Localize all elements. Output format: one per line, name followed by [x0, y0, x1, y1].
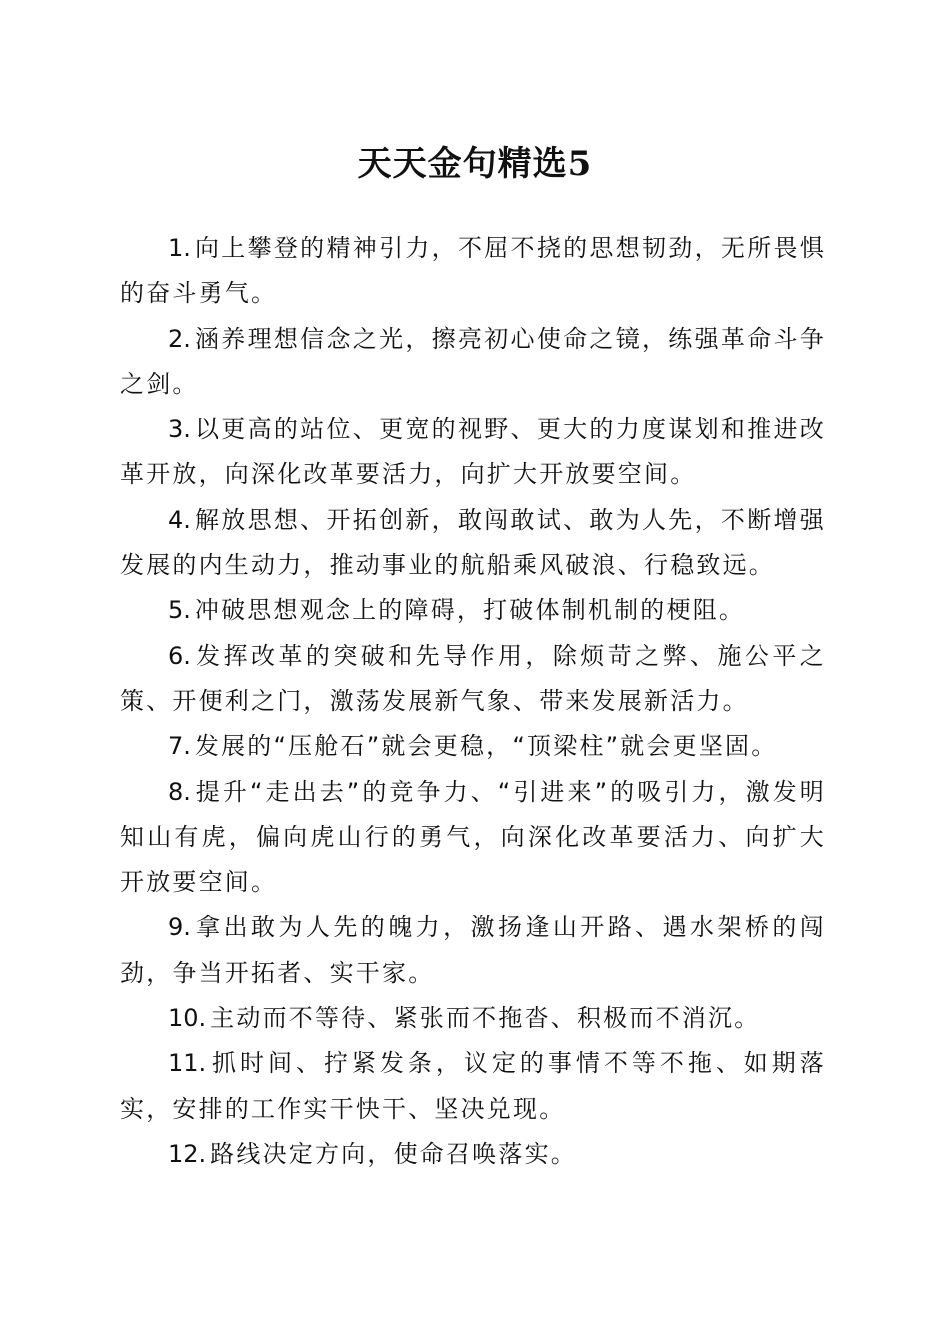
quote-text: 发挥改革的突破和先导作用，除烦苛之弊、施公平之策、开便利之门，激荡发展新气象、带来发展新活力。	[120, 641, 826, 715]
quote-item	[120, 770, 826, 906]
quote-number: 11.	[168, 1049, 207, 1078]
quote-item	[120, 905, 826, 996]
quote-text: 提升“走出去”的竞争力、“引进来”的吸引力，激发明知山有虎，偏向虎山行的勇气，向深化改革要活力、向扩大开放要空间。	[120, 777, 826, 897]
quote-item	[120, 226, 826, 317]
quote-number: 8.	[168, 777, 191, 806]
quote-text: 拿出敢为人先的魄力，激扬逢山开路、遇水架桥的闯劲，争当开拓者、实干家。	[120, 913, 826, 987]
quote-list	[120, 226, 826, 1177]
quote-number: 7.	[168, 732, 191, 761]
quote-text: 涵养理想信念之光，擦亮初心使命之镜，练强革命斗争之剑。	[120, 324, 826, 398]
quote-item	[120, 1041, 826, 1132]
quote-number: 2.	[168, 324, 191, 353]
quote-text: 解放思想、开拓创新，敢闯敢试、敢为人先，不断增强发展的内生动力，推动事业的航船乘风破浪、行稳致远。	[120, 505, 826, 580]
quote-item	[120, 634, 826, 725]
quote-item	[120, 1132, 826, 1177]
quote-number: 4.	[168, 505, 191, 534]
quote-item	[120, 996, 826, 1041]
quote-number: 5.	[168, 596, 191, 625]
quote-item	[120, 317, 826, 408]
quote-text: 路线决定方向，使命召唤落实。	[210, 1139, 577, 1168]
quote-number: 12.	[168, 1139, 207, 1168]
quote-text: 抓时间、拧紧发条，议定的事情不等不拖、如期落实，安排的工作实干快干、坚决兑现。	[120, 1049, 826, 1123]
quote-number: 9.	[168, 913, 191, 942]
quote-text: 冲破思想观念上的障碍，打破体制机制的梗阻。	[194, 596, 746, 625]
quote-item	[120, 407, 826, 498]
quote-item	[120, 498, 826, 589]
quote-item	[120, 588, 826, 633]
quote-number: 10.	[168, 1004, 207, 1033]
quote-item	[120, 724, 826, 769]
quote-text: 以更高的站位、更宽的视野、更大的力度谋划和推进改革开放，向深化改革要活力，向扩大开放要空间。	[120, 415, 826, 489]
quote-text: 主动而不等待、紧张而不拖沓、积极而不消沉。	[210, 1004, 761, 1033]
quote-number: 6.	[168, 641, 191, 670]
quote-number: 3.	[168, 415, 191, 444]
quote-text: 发展的“压舱石”就会更稳，“顶梁柱”就会更坚固。	[194, 732, 778, 761]
page-title: 天天金句精选5	[357, 144, 593, 184]
quote-number: 1.	[168, 234, 191, 262]
quote-text: 向上攀登的精神引力，不屈不挠的思想韧劲，无所畏惧的奋斗勇气。	[120, 234, 826, 308]
